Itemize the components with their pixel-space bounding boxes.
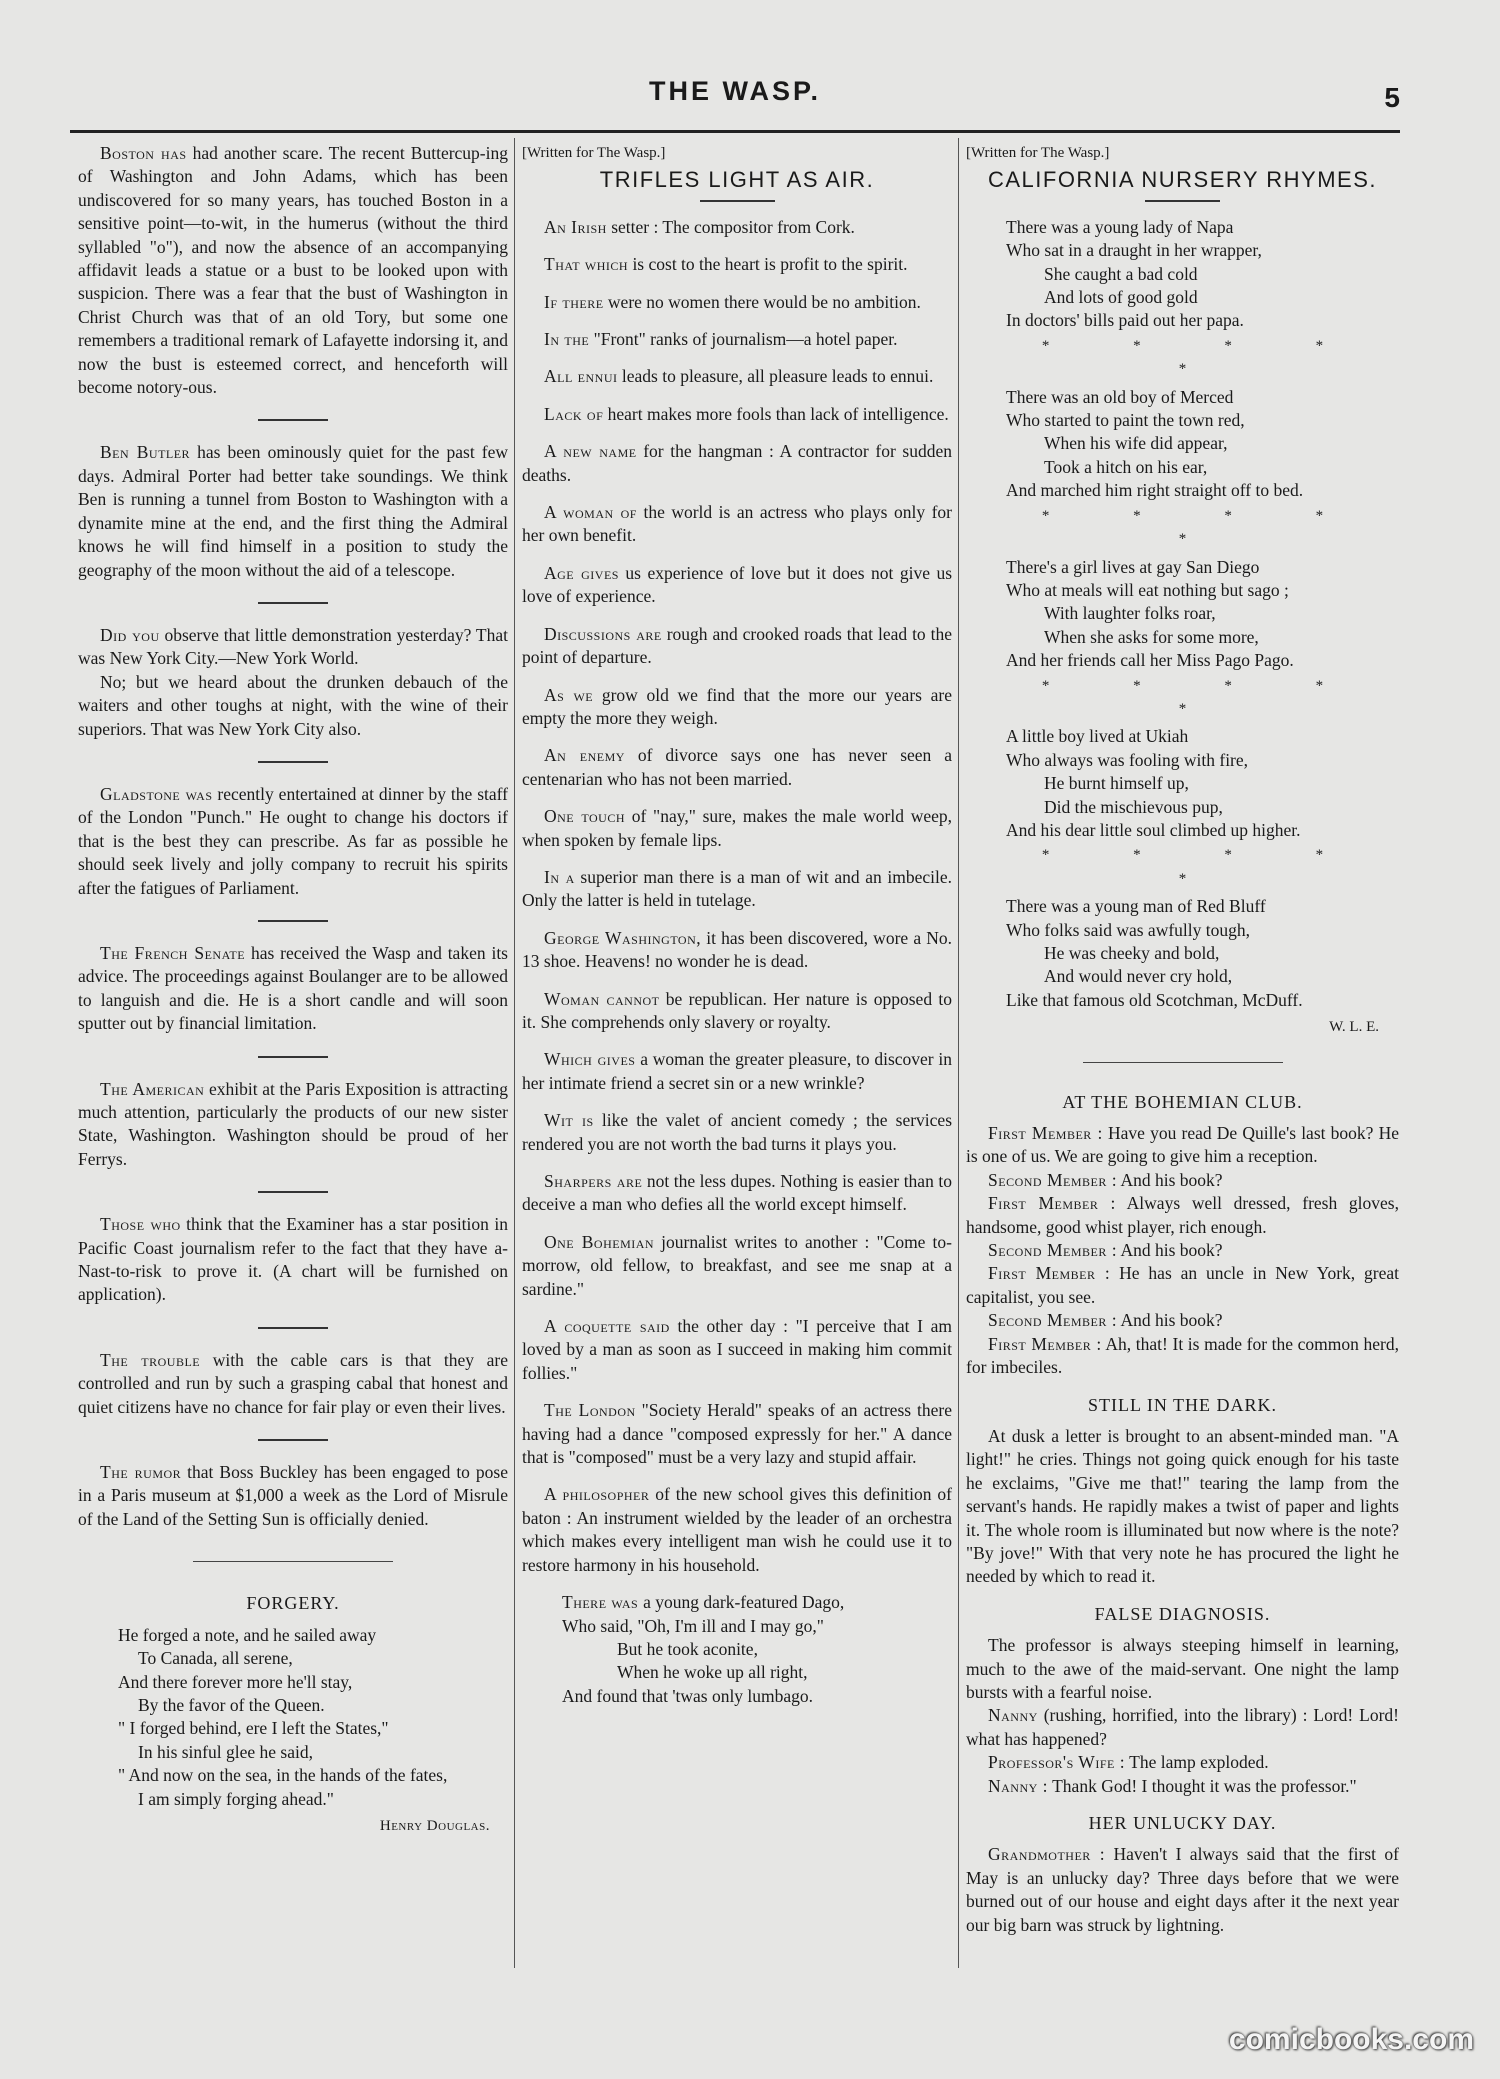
paragraph-divider xyxy=(258,419,328,421)
speaker-name: First Member : xyxy=(988,1123,1103,1144)
paragraph-text: that Boss Buckley has been engaged to pose in a Paris museum at $1,000 a week as the Lord of Misrule of the Land of the Setting Sun is officially denied. xyxy=(78,1462,508,1529)
trifle-item xyxy=(522,1399,952,1469)
dialogue-text: And his book? xyxy=(1117,1310,1223,1331)
trifle-text: of divorce says one has never seen a centenarian who has not been married. xyxy=(522,745,953,789)
column-divider xyxy=(958,138,959,1968)
rhyme-stanza xyxy=(1006,386,1399,503)
trifle-text: the world is an actress who plays only for her own benefit. xyxy=(522,502,952,546)
limerick-line xyxy=(562,1591,952,1614)
dialogue-line xyxy=(966,1704,1399,1751)
paragraph-text: has been ominously quiet for the past few days. Admiral Porter had better take soundings. We think Ben is running a tunnel from Boston to Washington with a dynamite mine at the end, and the first thing the Admiral knows he will find himself in a position to study the geography of the moon without the aid of a telescope. xyxy=(78,442,508,580)
speaker-name: Second Member : xyxy=(988,1310,1118,1331)
trifle-lead: As we xyxy=(544,684,594,705)
dago-limerick xyxy=(562,1591,952,1708)
paragraph-lead: Those who xyxy=(100,1214,181,1235)
column-editorial xyxy=(78,142,508,1838)
diagnosis-title: FALSE DIAGNOSIS. xyxy=(1094,1603,1271,1624)
trifle-item xyxy=(522,328,952,351)
trifle-lead: One touch xyxy=(544,806,625,827)
trifle-lead: In a xyxy=(544,866,575,887)
trifle-lead: Lack of xyxy=(544,403,604,424)
title-rule xyxy=(1145,200,1220,202)
limerick-line xyxy=(562,1685,952,1708)
rhyme-line: A little boy lived at Ukiah xyxy=(1006,726,1189,747)
rhyme-line: There was an old boy of Merced xyxy=(1006,386,1234,407)
paragraph-divider xyxy=(258,920,328,922)
trifle-item xyxy=(522,253,952,276)
trifle-item xyxy=(522,216,952,239)
trifle-text: the other day : "I perceive that I am loved by a man as soon as I succeed in making him commit follies." xyxy=(522,1316,952,1383)
stars-divider: * * * * * xyxy=(1041,507,1364,548)
trifle-item xyxy=(522,1483,952,1577)
dialogue-line xyxy=(966,1122,1399,1169)
trifle-item xyxy=(522,403,952,426)
column-divider xyxy=(514,138,515,1968)
editorial-paragraph xyxy=(78,942,508,1036)
dialogue-line xyxy=(966,1751,1399,1774)
dialogue-line xyxy=(966,1169,1399,1192)
rhyme-line: And would never cry hold, xyxy=(1044,966,1233,987)
editorial-paragraph xyxy=(78,441,508,581)
paragraph-lead: Did you xyxy=(100,624,160,645)
editorial-paragraph xyxy=(78,1078,508,1172)
paragraph-divider xyxy=(258,602,328,604)
dark-text: At dusk a letter is brought to an absent-minded man. "A light!" he cries. Things not going quick enough for his taste he exclaims, "Give me that!" tearing the lamp from the servant's hands. He rapidly makes a twist of paper and lights it. The whole room is illuminated but now where is the note? "By jove!" With that very note he has procured the light he needed by which to read it. xyxy=(966,1425,1399,1587)
speaker-name: Second Member : xyxy=(988,1169,1118,1190)
trifle-text: is cost to the heart is profit to the spirit. xyxy=(628,254,908,275)
rhyme-line: In doctors' bills paid out her papa. xyxy=(1006,310,1244,331)
rhyme-line: She caught a bad cold xyxy=(1044,263,1198,284)
rhyme-line: Who folks said was awfully tough, xyxy=(1006,919,1250,940)
paragraph-text: observe that little demonstration yesterday? That was New York City.—New York World. xyxy=(78,624,508,669)
poem-line: To Canada, all serene, xyxy=(138,1648,293,1669)
paragraph-lead: The trouble xyxy=(100,1349,201,1370)
dialogue-text: And his book? xyxy=(1117,1240,1223,1261)
forgery-author: Henry Douglas. xyxy=(379,1817,490,1834)
editorial-paragraph xyxy=(78,783,508,900)
trifle-lead: Age gives xyxy=(544,562,619,583)
rhyme-line: He was cheeky and bold, xyxy=(1044,943,1220,963)
nursery-rhymes xyxy=(1006,216,1399,1012)
trifle-lead: A coquette said xyxy=(544,1316,670,1337)
editorial-paragraph xyxy=(78,1213,508,1307)
rhyme-line: Did the mischievous pup, xyxy=(1044,796,1223,817)
rhyme-stanza xyxy=(1006,216,1399,333)
dialogue-text: Always well dressed, fresh gloves, handsome, good whist player, rich enough. xyxy=(966,1193,1399,1237)
speaker-name: Nanny : xyxy=(988,1775,1049,1796)
rhymes-signature: W. L. E. xyxy=(1329,1019,1379,1036)
trifle-text: not the less dupes. Nothing is easier than to deceive a man who defies all the world except himself. xyxy=(522,1171,952,1215)
rhyme-line: And lots of good gold xyxy=(1044,287,1198,308)
trifle-text: leads to pleasure, all pleasure leads to ennui. xyxy=(617,366,934,387)
trifle-item xyxy=(522,501,952,548)
limerick-text: And found that 'twas only lumbago. xyxy=(562,1685,814,1706)
dark-title: STILL IN THE DARK. xyxy=(1088,1394,1277,1415)
trifle-text: "Society Herald" speaks of an actress there having had a dance "composed expressly for her." A dance that is "composed" must be a very lazy and stupid affair. xyxy=(522,1400,952,1468)
paragraph-lead: The rumor xyxy=(100,1462,182,1483)
rhymes-title: CALIFORNIA NURSERY RHYMES. xyxy=(987,167,1378,193)
speaker-name: First Member : xyxy=(988,1333,1102,1354)
trifle-text: setter : The compositor from Cork. xyxy=(606,216,855,237)
editorial-paragraph xyxy=(78,624,508,671)
stars-divider: * * * * * xyxy=(1041,847,1364,887)
dialogue-text: Have you read De Quille's last book? He is one of us. We are going to give him a reception. xyxy=(966,1123,1399,1167)
trifle-lead: Sharpers are xyxy=(544,1171,643,1191)
rhyme-stanza xyxy=(1006,725,1399,842)
trifle-item xyxy=(522,684,952,731)
trifle-text: grow old we find that the more our years are empty the more they weigh. xyxy=(522,684,953,728)
paragraph-text: think that the Examiner has a star position in Pacific Coast journalism refer to the fact that they have a-Nast-to-risk to prove it. (A chart will be furnished on application). xyxy=(78,1214,508,1305)
trifle-lead: A woman of xyxy=(544,502,637,523)
trifle-item xyxy=(522,1170,952,1217)
dialogue-text: (rushing, horrified, into the library) : Lord! Lord! what has happened? xyxy=(966,1705,1399,1749)
trifle-text: heart makes more fools than lack of intelligence. xyxy=(603,403,949,424)
forgery-poem xyxy=(78,1624,508,1811)
trifle-text: us experience of love but it does not give us love of experience. xyxy=(522,562,952,607)
limerick-text: When he woke up all right, xyxy=(617,1662,808,1683)
stars-divider: * * * * * xyxy=(1041,337,1364,378)
trifle-text: like the valet of ancient comedy ; the services rendered you are not worth the bad turns it plays you. xyxy=(522,1110,953,1154)
dialogue-line xyxy=(966,1239,1399,1262)
trifle-lead: The London xyxy=(544,1400,636,1421)
dialogue-line xyxy=(966,1309,1399,1332)
dialogue-text: The lamp exploded. xyxy=(1125,1752,1269,1773)
paragraph-divider xyxy=(258,1327,328,1329)
rhyme-line: And her friends call her Miss Pago Pago. xyxy=(1006,650,1294,671)
trifle-text: be republican. Her nature is opposed to it. She comprehends only slavery or royalty. xyxy=(522,988,952,1032)
rhyme-stanza xyxy=(1006,895,1399,1012)
trifle-item xyxy=(522,291,952,314)
trifle-item xyxy=(522,866,952,913)
rhyme-line: And his dear little soul climbed up higher. xyxy=(1006,819,1301,840)
editorial-paragraphs xyxy=(78,142,508,1531)
speaker-name: First Member : xyxy=(988,1263,1111,1284)
diagnosis-dialogue xyxy=(966,1704,1399,1798)
rhyme-line: He burnt himself up, xyxy=(1044,773,1189,794)
rhyme-line: Like that famous old Scotchman, McDuff. xyxy=(1006,989,1303,1010)
rhyme-line: And marched him right straight off to bed. xyxy=(1006,480,1304,501)
poem-line: " I forged behind, ere I left the States," xyxy=(118,1718,389,1739)
paragraph-divider xyxy=(258,1056,328,1058)
dialogue-text: He has an uncle in New York, great capitalist, you see. xyxy=(966,1263,1400,1307)
bohemian-title: AT THE BOHEMIAN CLUB. xyxy=(1062,1091,1303,1112)
paragraph-lead: Gladstone was xyxy=(100,783,213,804)
unlucky-text: Grandmother : Haven't I always said that the first of May is an unlucky day? Three days before that we were burned out of our house and eight days after it the next year our big barn was struck by lightning. xyxy=(966,1844,1399,1935)
speaker-name: First Member : xyxy=(988,1193,1116,1214)
trifle-lead: Woman cannot xyxy=(544,988,660,1009)
paragraph-text: with the cable cars is that they are controlled and run by such a grasping cabal that honest and quiet citizens have no chance for fair play or even their lives. xyxy=(78,1349,508,1417)
forgery-title: FORGERY. xyxy=(246,1593,340,1614)
poem-line: " And now on the sea, in the hands of the fates, xyxy=(118,1765,448,1786)
dialogue-line xyxy=(966,1262,1399,1309)
trifle-lead: George Washington, xyxy=(544,927,702,948)
rhyme-line: There was a young man of Red Bluff xyxy=(1006,896,1266,917)
dialogue-text: And his book? xyxy=(1117,1169,1223,1190)
trifle-lead: Which gives xyxy=(544,1049,636,1070)
trifle-item xyxy=(522,1109,952,1156)
editorial-paragraph xyxy=(78,1349,508,1419)
rhyme-stanza xyxy=(1006,556,1399,673)
rhyme-line: There's a girl lives at gay San Diego xyxy=(1006,556,1260,577)
trifle-text: journalist writes to another : "Come to-morrow, old fellow, to breakfast, and see me snap at a sardine." xyxy=(522,1231,952,1299)
diagnosis-intro: The professor is always steeping himself in learning, much to the awe of the maid-servant. One night the lamp bursts with a fearful noise. xyxy=(966,1635,1399,1702)
rhyme-line: Who sat in a draught in her wrapper, xyxy=(1006,240,1262,261)
trifle-text: rough and crooked roads that lead to the point of departure. xyxy=(522,623,952,668)
limerick-line xyxy=(562,1638,952,1661)
rhyme-line: With laughter folks roar, xyxy=(1044,603,1216,624)
trifle-lead: All ennui xyxy=(544,366,618,387)
poem-line: I am simply forging ahead." xyxy=(138,1788,334,1809)
unlucky-title: HER UNLUCKY DAY. xyxy=(1088,1813,1277,1833)
editorial-paragraph xyxy=(78,142,508,399)
rhyme-line: Who always was fooling with fire, xyxy=(1006,749,1249,770)
credit-line: [Written for The Wasp.] xyxy=(522,145,666,161)
rhyme-line: When she asks for some more, xyxy=(1044,626,1259,647)
limerick-lead: There was xyxy=(562,1592,644,1613)
rhyme-line: Took a hitch on his ear, xyxy=(1044,456,1208,477)
trifles-list xyxy=(522,216,952,1577)
limerick-text: a young dark-featured Dago, xyxy=(643,1592,845,1613)
stars-divider: * * * * * xyxy=(1041,677,1364,717)
trifle-text: it has been discovered, wore a No. 13 shoe. Heavens! no wonder he is dead. xyxy=(522,927,952,972)
speaker-name: Professor's Wife : xyxy=(988,1752,1126,1773)
trifle-lead: An enemy xyxy=(544,745,625,766)
credit-line: [Written for The Wasp.] xyxy=(966,145,1110,161)
trifle-item xyxy=(522,927,952,974)
trifle-text: "Front" ranks of journalism—a hotel paper. xyxy=(589,329,898,350)
bohemian-dialogue xyxy=(966,1122,1399,1379)
masthead xyxy=(70,74,1400,134)
trifle-lead: In the xyxy=(544,329,590,350)
trifle-text: of "nay," sure, makes the male world weep, when spoken by female lips. xyxy=(522,806,953,850)
speaker-name: Second Member : xyxy=(988,1240,1118,1261)
paragraph-text: recently entertained at dinner by the staff of the London "Punch." He ought to change his doctors if that is the best they can prescribe. As far as possible he should seek lively and jolly company to recruit his spirits after the fatigues of Parliament. xyxy=(78,783,508,898)
rhyme-line: There was a young lady of Napa xyxy=(1006,216,1234,237)
paragraph-lead: Boston has xyxy=(100,143,187,163)
trifle-item xyxy=(522,1315,952,1385)
trifle-item xyxy=(522,562,952,609)
trifle-text: a woman the greater pleasure, to discover in her intimate friend a secret sin or a new wrinkle? xyxy=(522,1049,952,1093)
column-trifles xyxy=(522,142,952,1708)
poem-line: By the favor of the Queen. xyxy=(138,1694,325,1715)
trifle-item xyxy=(522,365,952,388)
trifles-title: TRIFLES LIGHT AS AIR. xyxy=(599,167,875,193)
trifle-item xyxy=(522,440,952,487)
trifle-lead: A philosopher xyxy=(544,1484,650,1505)
trifle-text: for the hangman : A contractor for sudden deaths. xyxy=(522,441,952,485)
page-title: THE WASP. xyxy=(648,76,822,106)
trifle-lead: An Irish xyxy=(544,216,607,237)
dialogue-text: Thank God! I thought it was the professor." xyxy=(1048,1775,1357,1796)
editorial-paragraph xyxy=(78,1461,508,1531)
poem-line: In his sinful glee he said, xyxy=(138,1741,313,1762)
limerick-line xyxy=(562,1615,952,1638)
poem-line: He forged a note, and he sailed away xyxy=(118,1624,377,1645)
rhyme-line: Who at meals will eat nothing but sago ; xyxy=(1006,579,1289,600)
trifle-item xyxy=(522,805,952,852)
title-rule xyxy=(700,200,775,202)
watermark-logo: comicbooks.com xyxy=(1228,2023,1474,2056)
trifle-lead: That which xyxy=(544,254,629,275)
trifle-lead: Wit is xyxy=(544,1110,594,1131)
dialogue-line xyxy=(966,1192,1399,1239)
dialogue-line xyxy=(966,1333,1399,1380)
trifle-lead: If there xyxy=(544,291,604,312)
section-divider xyxy=(1083,1062,1283,1063)
rhyme-line: Who started to paint the town red, xyxy=(1006,410,1245,431)
trifle-text: of the new school gives this definition of baton : An instrument wielded by the leader of an orchestra which makes every intelligent man wish he could use it to restore harmony in his household. xyxy=(522,1484,952,1575)
limerick-text: Who said, "Oh, I'm ill and I may go," xyxy=(562,1615,824,1636)
dialogue-text: Ah, that! It is made for the common herd, for imbeciles. xyxy=(966,1333,1399,1378)
trifle-lead: One Bohemian xyxy=(544,1231,655,1252)
column-rhymes xyxy=(966,142,1399,1937)
trifle-item xyxy=(522,1048,952,1095)
trifle-item xyxy=(522,988,952,1035)
paragraph-divider xyxy=(258,761,328,763)
editorial-paragraph xyxy=(78,671,508,741)
paragraph-divider xyxy=(258,1439,328,1441)
trifle-lead: Discussions are xyxy=(544,623,662,644)
paragraph-text: exhibit at the Paris Exposition is attracting much attention, particularly the products of our new sister State, Washington. Washington should be proud of her Ferrys. xyxy=(78,1078,508,1169)
speaker-name: Nanny xyxy=(988,1705,1038,1726)
page-number: 5 xyxy=(1384,82,1400,113)
section-divider xyxy=(193,1561,393,1562)
trifle-item xyxy=(522,623,952,670)
poem-line: And there forever more he'll stay, xyxy=(118,1671,353,1692)
limerick-text: But he took aconite, xyxy=(617,1638,758,1659)
paragraph-text: has received the Wasp and taken its advice. The proceedings against Boulanger are to be allowed to languish and die. He is a short candle and will soon sputter out by financial limitation. xyxy=(78,942,508,1034)
masthead-rule xyxy=(70,130,1400,133)
paragraph-divider xyxy=(258,1191,328,1193)
paragraph-text: No; but we heard about the drunken debauch of the waiters and other toughs at night, with the wine of their superiors. That was New York City also. xyxy=(78,671,508,739)
limerick-line xyxy=(562,1661,952,1684)
paragraph-lead: Ben Butler xyxy=(100,442,191,463)
trifle-item xyxy=(522,1231,952,1301)
trifle-lead: A new name xyxy=(544,441,637,462)
paragraph-lead: The American xyxy=(100,1078,205,1099)
trifle-text: superior man there is a man of wit and an imbecile. Only the latter is held in tutelage. xyxy=(522,866,952,911)
paragraph-text: had another scare. The recent Buttercup-ing of Washington and John Adams, which has been undiscovered for so many years, has touched Boston in a sensitive point—to-wit, in the humerus (without the third syllabled "o"), and now the absence of an accompanying affidavit leads a statue or a bust to be looked upon with suspicion. There was a fear that the bust of Washington in Christ Church was that of an old Tory, but some one remembers a traditional remark of Lafayette indorsing it, and now the bust is esteemed correct, and henceforth will become notory-ous. xyxy=(78,143,508,398)
trifle-text: were no women there would be no ambition. xyxy=(603,291,921,312)
trifle-item xyxy=(522,744,952,791)
rhyme-line: When his wife did appear, xyxy=(1044,433,1228,454)
dialogue-line xyxy=(966,1775,1399,1798)
paragraph-lead: The French Senate xyxy=(100,942,246,963)
